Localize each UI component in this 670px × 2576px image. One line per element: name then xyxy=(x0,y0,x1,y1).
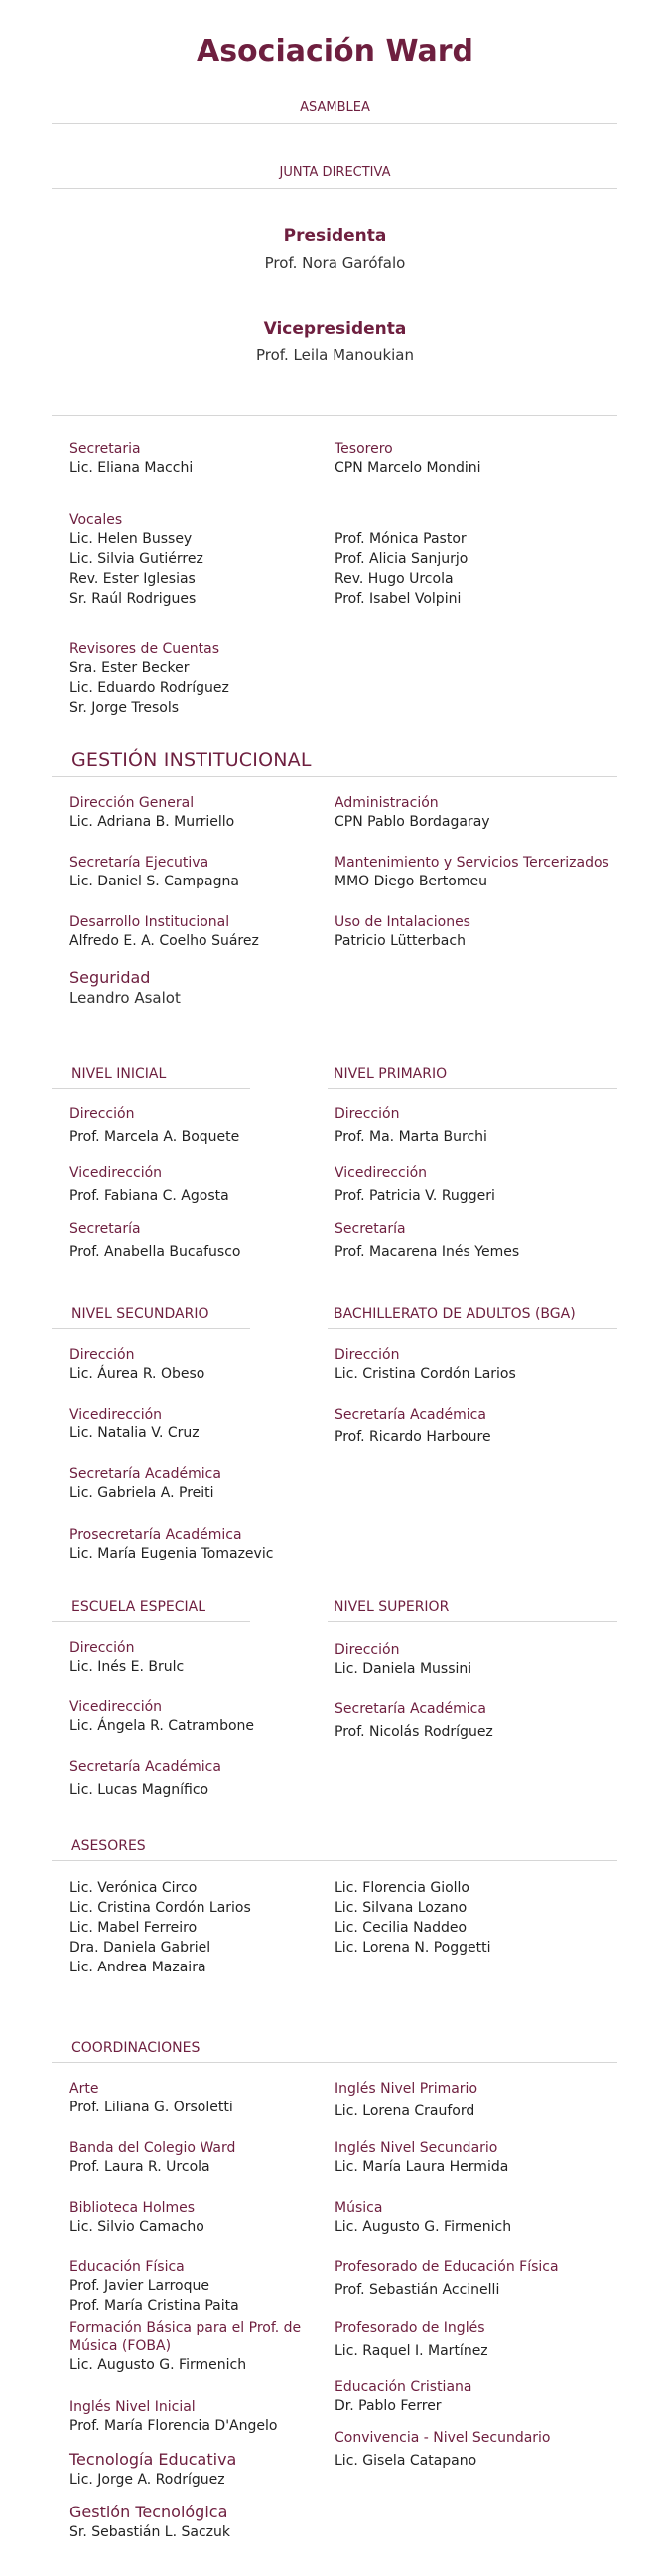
coordinacion-item xyxy=(335,2429,632,2471)
staff-item xyxy=(335,1700,632,1742)
coordinacion-item xyxy=(69,2080,367,2117)
coordinacion-item xyxy=(335,2080,632,2121)
person-name: Lic. Silvia Gutiérrez xyxy=(69,551,203,567)
role-label: Dirección xyxy=(69,1640,135,1656)
person-name: Prof. Marcela A. Boquete xyxy=(69,1129,240,1145)
coordinacion-item xyxy=(69,2258,367,2316)
person-name: Prof. Mónica Pastor xyxy=(335,531,467,547)
role-label: Dirección General xyxy=(69,795,195,811)
role-label: Secretaría Académica xyxy=(335,1407,486,1423)
staff-item xyxy=(69,1105,367,1147)
staff-item xyxy=(69,1698,367,1736)
person-name: Alfredo E. A. Coelho Suárez xyxy=(69,933,259,949)
person-name: CPN Marcelo Mondini xyxy=(335,460,481,475)
coordinacion-item xyxy=(69,2398,367,2436)
role-label: Inglés Nivel Primario xyxy=(335,2081,478,2097)
coordinacion-item xyxy=(69,2139,367,2177)
role-label: Secretaría Académica xyxy=(69,1759,221,1775)
person-name: Prof. Javier Larroque xyxy=(69,2278,209,2294)
gestion-item xyxy=(69,854,367,891)
person-name: Lic. Raquel I. Martínez xyxy=(335,2343,488,2359)
coordinaciones-heading: COORDINACIONES xyxy=(71,2040,201,2056)
role-label: Administración xyxy=(335,795,439,811)
person-name: Rev. Ester Iglesias xyxy=(69,571,196,587)
person-name: Lic. Mabel Ferreiro xyxy=(69,1920,198,1936)
role-label: Revisores de Cuentas xyxy=(69,641,219,657)
role-label: Arte xyxy=(69,2081,99,2097)
person-name: Prof. Ma. Marta Burchi xyxy=(335,1129,487,1145)
role-label: Inglés Nivel Secundario xyxy=(335,2140,498,2156)
nivel-primario-heading: NIVEL PRIMARIO xyxy=(334,1066,448,1082)
role-label: Secretaría Académica xyxy=(335,1701,486,1717)
divider xyxy=(328,1621,617,1622)
staff-item xyxy=(69,1639,367,1677)
role-label: Dirección xyxy=(335,1347,400,1363)
person-name: Lic. Lorena Crauford xyxy=(335,2103,475,2119)
person-name: Lic. María Laura Hermida xyxy=(335,2159,509,2175)
role-label: Profesorado de Educación Física xyxy=(335,2259,559,2275)
role-label: Secretaría xyxy=(69,1221,141,1237)
role-label: Vicedirección xyxy=(69,1165,163,1181)
person-name: Dra. Daniela Gabriel xyxy=(69,1940,211,1956)
person-name: Lic. Cecilia Naddeo xyxy=(335,1920,468,1936)
role-label: Dirección xyxy=(69,1347,135,1363)
staff-item xyxy=(69,1346,367,1384)
person-name: Sr. Jorge Tresols xyxy=(69,700,180,716)
person-name: Prof. Isabel Volpini xyxy=(335,591,462,607)
person-name: Lic. Áurea R. Obeso xyxy=(69,1366,205,1382)
person-name: Lic. Silvana Lozano xyxy=(335,1900,468,1916)
person-name: Prof. Laura R. Urcola xyxy=(69,2159,210,2175)
person-name: Lic. Cristina Cordón Larios xyxy=(69,1900,251,1916)
presidenta-label: Presidenta xyxy=(283,226,387,246)
person-name: Lic. María Eugenia Tomazevic xyxy=(69,1546,274,1561)
role-label: Dirección xyxy=(69,1106,135,1122)
person-name: Lic. Jorge A. Rodríguez xyxy=(69,2472,225,2488)
divider xyxy=(52,188,617,189)
staff-item xyxy=(69,1758,367,1800)
person-name: Prof. Nicolás Rodríguez xyxy=(335,1724,493,1740)
person-name: Prof. María Florencia D'Angelo xyxy=(69,2418,278,2434)
junta-directiva-label: JUNTA DIRECTIVA xyxy=(279,165,391,180)
gestion-heading: GESTIÓN INSTITUCIONAL xyxy=(71,749,312,771)
vicepresidenta-label: Vicepresidenta xyxy=(263,319,407,339)
divider xyxy=(52,1621,250,1622)
coordinacion-item xyxy=(335,2378,632,2416)
gestion-item xyxy=(335,913,632,951)
person-name: Prof. Sebastián Accinelli xyxy=(335,2282,500,2298)
coordinacion-item xyxy=(335,2258,632,2300)
role-label: Inglés Nivel Inicial xyxy=(69,2399,196,2415)
secretaria-block xyxy=(69,440,367,477)
staff-item xyxy=(69,1406,367,1443)
person-name: Lic. Verónica Circo xyxy=(69,1880,198,1896)
divider xyxy=(52,415,617,416)
coordinacion-item xyxy=(335,2319,632,2361)
asamblea-label: ASAMBLEA xyxy=(300,100,370,115)
vocales-block xyxy=(69,511,367,609)
person-name: MMO Diego Bertomeu xyxy=(335,874,487,889)
page-title: Asociación Ward xyxy=(196,34,473,68)
person-name: Lic. Helen Bussey xyxy=(69,531,193,547)
coordinacion-item xyxy=(69,2503,367,2542)
presidenta-name: Prof. Nora Garófalo xyxy=(264,254,406,272)
person-name: Lic. Natalia V. Cruz xyxy=(69,1425,200,1441)
person-name: Lic. Andrea Mazaira xyxy=(69,1960,206,1975)
role-label: Seguridad xyxy=(69,968,151,987)
role-label: Uso de Intalaciones xyxy=(335,914,470,930)
person-name: Lic. Silvio Camacho xyxy=(69,2219,204,2235)
person-name: Lic. Inés E. Brulc xyxy=(69,1659,185,1675)
person-name: Lic. Cristina Cordón Larios xyxy=(335,1366,516,1382)
person-name: Sr. Sebastián L. Saczuk xyxy=(69,2524,230,2540)
divider xyxy=(52,123,617,124)
person-name: Lic. Florencia Giollo xyxy=(335,1880,469,1896)
staff-item xyxy=(69,1164,367,1206)
person-name: Patricio Lütterbach xyxy=(335,933,466,949)
role-label: Vicedirección xyxy=(335,1165,428,1181)
person-name: Prof. Macarena Inés Yemes xyxy=(335,1244,520,1260)
role-label: Educación Física xyxy=(69,2259,185,2275)
tesorero-block xyxy=(335,440,632,477)
role-label: Formación Básica para el Prof. de Música (FOBA) xyxy=(69,2320,302,2354)
asesores-left-list xyxy=(69,1878,367,1977)
staff-item xyxy=(69,1526,367,1563)
asesores-right-list xyxy=(335,1878,632,1958)
role-label: Secretaría Ejecutiva xyxy=(69,855,209,871)
staff-item xyxy=(335,1105,632,1147)
person-name: Sra. Ester Becker xyxy=(69,660,190,676)
coordinacion-item xyxy=(335,2199,632,2237)
person-name: Prof. Alicia Sanjurjo xyxy=(335,551,469,567)
person-name: Prof. Ricardo Harboure xyxy=(335,1429,491,1445)
staff-item xyxy=(335,1641,632,1679)
person-name: Lic. Augusto G. Firmenich xyxy=(69,2357,247,2373)
person-name: Prof. Patricia V. Ruggeri xyxy=(335,1188,495,1204)
escuela-especial-heading: ESCUELA ESPECIAL xyxy=(71,1599,206,1615)
nivel-superior-heading: NIVEL SUPERIOR xyxy=(334,1599,450,1615)
role-label: Tecnología Educativa xyxy=(69,2450,237,2469)
divider xyxy=(52,2062,617,2063)
person-name: Prof. Liliana G. Orsoletti xyxy=(69,2100,233,2115)
person-name: Rev. Hugo Urcola xyxy=(335,571,454,587)
staff-item xyxy=(335,1164,632,1206)
coordinacion-item xyxy=(69,2199,367,2237)
nivel-secundario-heading: NIVEL SECUNDARIO xyxy=(71,1306,209,1322)
gestion-item xyxy=(69,913,367,951)
person-name: Lic. Lorena N. Poggetti xyxy=(335,1940,491,1956)
staff-item xyxy=(69,1465,367,1503)
person-name: Leandro Asalot xyxy=(69,989,181,1007)
person-name: Lic. Lucas Magnífico xyxy=(69,1782,209,1798)
role-label: Profesorado de Inglés xyxy=(335,2320,485,2336)
person-name: Lic. Daniel S. Campagna xyxy=(69,874,239,889)
gestion-item xyxy=(335,854,662,891)
person-name: CPN Pablo Bordagaray xyxy=(335,814,490,830)
person-name: Lic. Daniela Mussini xyxy=(335,1661,472,1677)
staff-item xyxy=(69,1220,367,1262)
gestion-item xyxy=(69,794,367,832)
divider xyxy=(52,1860,617,1861)
person-name: Lic. Gabriela A. Preiti xyxy=(69,1485,214,1501)
role-label: Gestión Tecnológica xyxy=(69,2503,228,2521)
role-label: Secretaría xyxy=(335,1221,406,1237)
role-label: Secretaría Académica xyxy=(69,1466,221,1482)
role-label: Dirección xyxy=(335,1642,400,1658)
divider xyxy=(52,1328,250,1329)
person-name: Lic. Ángela R. Catrambone xyxy=(69,1718,255,1734)
role-label: Convivencia - Nivel Secundario xyxy=(335,2430,551,2446)
role-label: Prosecretaría Académica xyxy=(69,1527,242,1543)
person-name: Lic. Gisela Catapano xyxy=(335,2453,477,2469)
vicepresidenta-name: Prof. Leila Manoukian xyxy=(255,346,415,364)
gestion-item xyxy=(335,794,662,832)
asesores-heading: ASESORES xyxy=(71,1838,146,1854)
divider xyxy=(328,1088,617,1089)
staff-item xyxy=(335,1346,632,1384)
role-label: Vocales xyxy=(69,512,123,528)
person-name: Lic. Eduardo Rodríguez xyxy=(69,680,229,696)
person-name: Prof. María Cristina Paita xyxy=(69,2298,239,2314)
coordinacion-item xyxy=(69,2450,367,2490)
role-label: Mantenimiento y Servicios Tercerizados xyxy=(335,855,609,871)
role-label: Secretaria xyxy=(69,441,141,457)
role-label: Vicedirección xyxy=(69,1699,163,1715)
person-name: Sr. Raúl Rodrigues xyxy=(69,591,197,607)
divider xyxy=(52,776,617,777)
role-label: Tesorero xyxy=(335,441,393,457)
divider xyxy=(52,1088,250,1089)
person-name: Dr. Pablo Ferrer xyxy=(335,2398,442,2414)
role-label: Música xyxy=(335,2200,383,2216)
person-name: Prof. Anabella Bucafusco xyxy=(69,1244,241,1260)
role-label: Dirección xyxy=(335,1106,400,1122)
person-name: Lic. Augusto G. Firmenich xyxy=(335,2219,512,2235)
coordinacion-item xyxy=(335,2139,632,2177)
person-name: Lic. Adriana B. Murriello xyxy=(69,814,235,830)
coordinacion-item xyxy=(69,2319,318,2374)
divider xyxy=(328,1328,617,1329)
person-name: Lic. Eliana Macchi xyxy=(69,460,194,475)
bga-heading: BACHILLERATO DE ADULTOS (BGA) xyxy=(334,1306,576,1322)
revisores-block xyxy=(69,640,367,718)
role-label: Educación Cristiana xyxy=(335,2379,472,2395)
role-label: Banda del Colegio Ward xyxy=(69,2140,236,2156)
person-name: Prof. Fabiana C. Agosta xyxy=(69,1188,229,1204)
role-label: Vicedirección xyxy=(69,1407,163,1423)
vocales-right-block xyxy=(335,529,632,609)
staff-item xyxy=(335,1220,632,1262)
role-label: Desarrollo Institucional xyxy=(69,914,230,930)
role-label: Biblioteca Holmes xyxy=(69,2200,196,2216)
staff-item xyxy=(335,1406,632,1447)
nivel-inicial-heading: NIVEL INICIAL xyxy=(71,1066,167,1082)
gestion-item xyxy=(69,968,367,1008)
